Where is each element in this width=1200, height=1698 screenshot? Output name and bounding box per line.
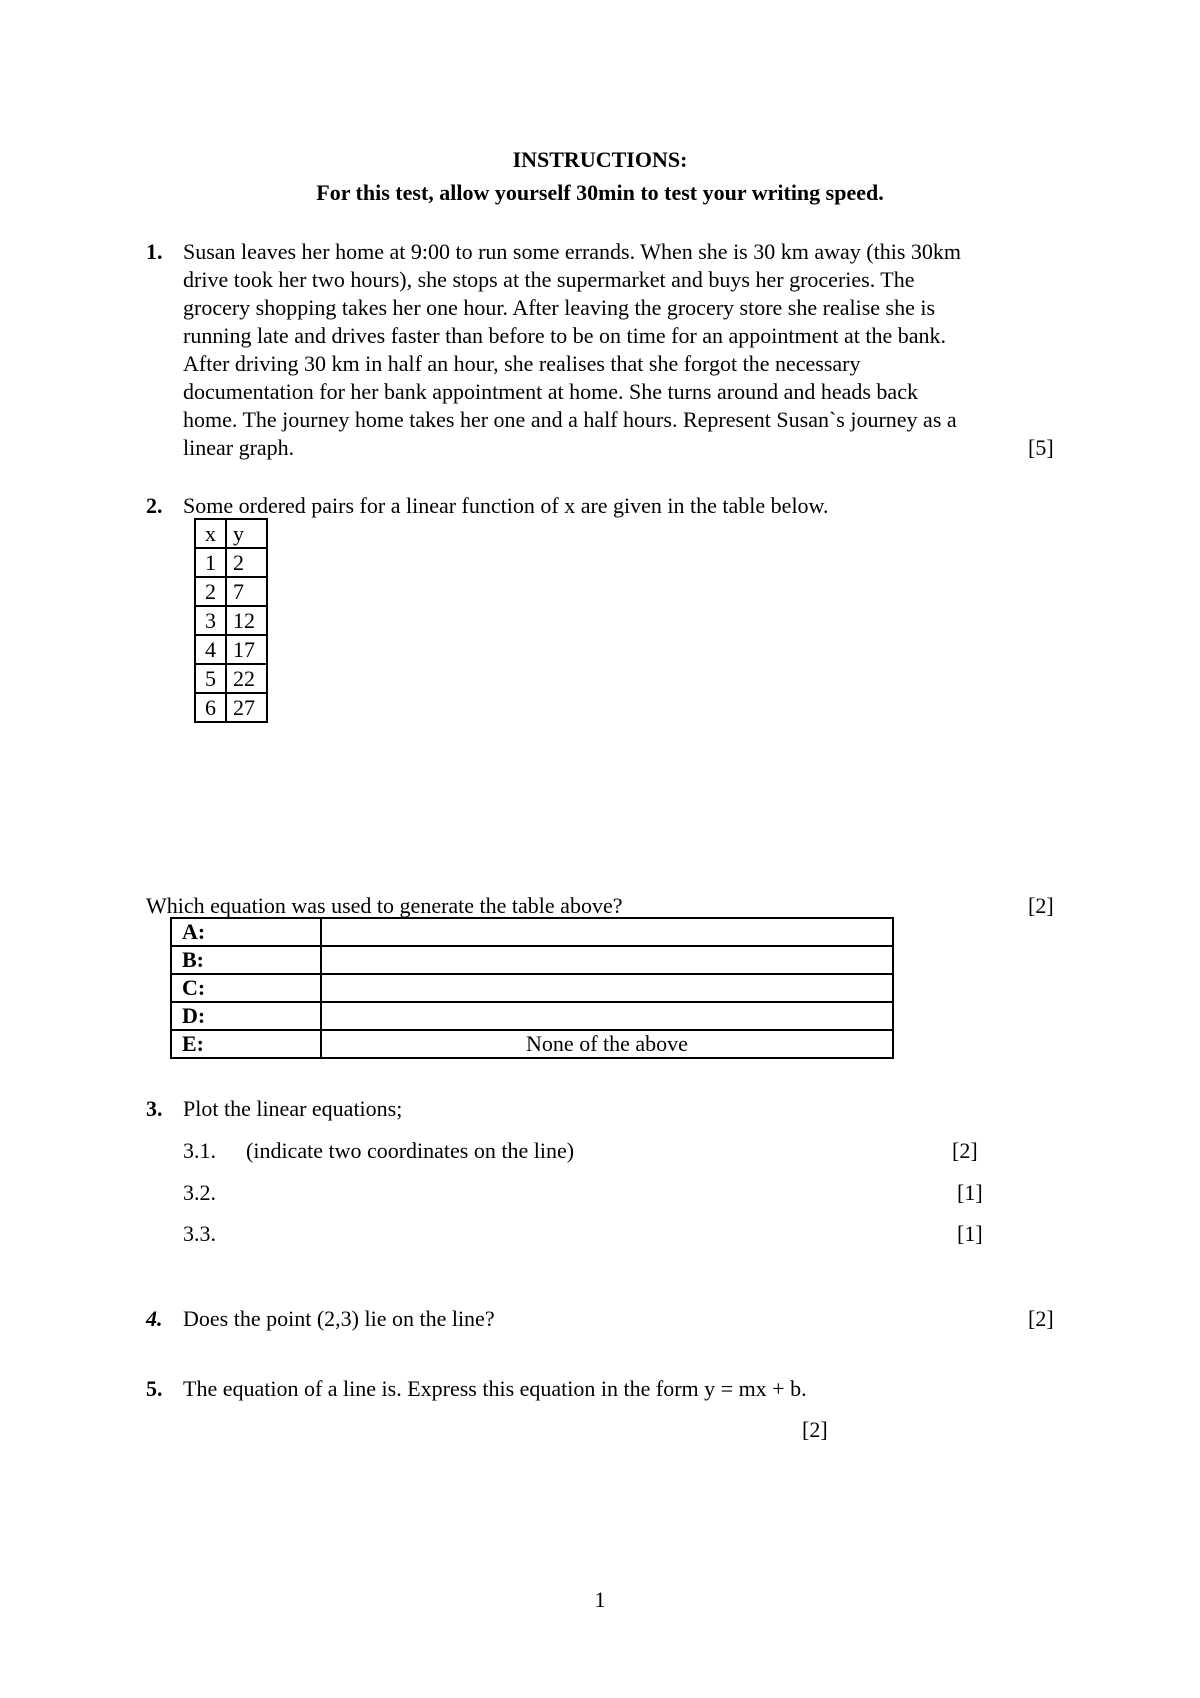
q4-number: 4. [146, 1306, 163, 1331]
q1-line: drive took her two hours), she stops at the supermarket and buys her groceries. The [183, 267, 915, 292]
q2-number: 2. [146, 493, 163, 518]
option-value [321, 918, 893, 946]
option-label: B: [171, 946, 321, 974]
option-label: C: [171, 974, 321, 1002]
q1-number: 1. [146, 239, 163, 264]
option-value: None of the above [321, 1030, 893, 1058]
q3-part-text: (indicate two coordinates on the line) [246, 1138, 575, 1163]
page-subtitle: For this test, allow yourself 30min to test your writing speed. [316, 180, 884, 205]
q2-text: Some ordered pairs for a linear function of x are given in the table below. [183, 493, 829, 518]
q4-text: Does the point (2,3) lie on the line? [183, 1306, 495, 1331]
table-header-row [195, 519, 267, 548]
q1-line: linear graph. [183, 435, 295, 460]
q3-part-marks: [1] [957, 1180, 983, 1205]
table-row [195, 693, 267, 722]
table-row [195, 577, 267, 606]
option-row [171, 974, 893, 1002]
option-row [171, 918, 893, 946]
options-table [170, 917, 894, 1059]
q1-line: home. The journey home takes her one and a half hours. Represent Susan`s journey as a [183, 407, 957, 432]
q5-marks: [2] [802, 1417, 828, 1442]
q3-part-marks: [2] [952, 1138, 978, 1163]
table-row [195, 548, 267, 577]
table-row [195, 606, 267, 635]
option-row [171, 946, 893, 974]
q3-number: 3. [146, 1096, 163, 1121]
page-title: INSTRUCTIONS: [512, 147, 688, 172]
option-row [171, 1030, 893, 1058]
table-header-x: x [195, 519, 226, 548]
q1-line: running late and drives faster than before to be on time for an appointment at the bank. [183, 323, 947, 348]
option-row [171, 1002, 893, 1030]
table-cell-x: 3 [195, 606, 226, 635]
table-cell-y: 27 [226, 693, 267, 722]
q3-part-label: 3.3. [183, 1221, 216, 1246]
q3-part-label: 3.1. [183, 1138, 216, 1163]
table-cell-x: 4 [195, 635, 226, 664]
page-number: 1 [594, 1587, 606, 1612]
q5-number: 5. [146, 1376, 163, 1401]
option-value [321, 1002, 893, 1030]
q2-marks: [2] [1028, 893, 1054, 918]
table-row [195, 664, 267, 693]
table-cell-y: 12 [226, 606, 267, 635]
q1-line: documentation for her bank appointment at home. She turns around and heads back [183, 379, 918, 404]
option-label: D: [171, 1002, 321, 1030]
table-cell-x: 5 [195, 664, 226, 693]
table-cell-x: 2 [195, 577, 226, 606]
table-cell-y: 22 [226, 664, 267, 693]
q1-marks: [5] [1028, 435, 1054, 460]
option-label: A: [171, 918, 321, 946]
q1-line: grocery shopping takes her one hour. After leaving the grocery store she realise she is [183, 295, 936, 320]
q1-line: Susan leaves her home at 9:00 to run some errands. When she is 30 km away (this 30km [183, 239, 961, 264]
q4-marks: [2] [1028, 1306, 1054, 1331]
table-cell-y: 17 [226, 635, 267, 664]
table-cell-x: 1 [195, 548, 226, 577]
q2-question: Which equation was used to generate the table above? [146, 893, 623, 918]
table-cell-y: 7 [226, 577, 267, 606]
q3-part-marks: [1] [957, 1221, 983, 1246]
option-label: E: [171, 1030, 321, 1058]
table-cell-y: 2 [226, 548, 267, 577]
xy-table [194, 518, 268, 723]
q1-line: After driving 30 km in half an hour, she realises that she forgot the necessary [183, 351, 861, 376]
option-value [321, 974, 893, 1002]
q3-part-label: 3.2. [183, 1180, 216, 1205]
table-cell-x: 6 [195, 693, 226, 722]
table-header-y: y [226, 519, 267, 548]
q3-text: Plot the linear equations; [183, 1096, 403, 1121]
option-value [321, 946, 893, 974]
q5-text: The equation of a line is. Express this equation in the form y = mx + b. [183, 1376, 807, 1401]
table-row [195, 635, 267, 664]
